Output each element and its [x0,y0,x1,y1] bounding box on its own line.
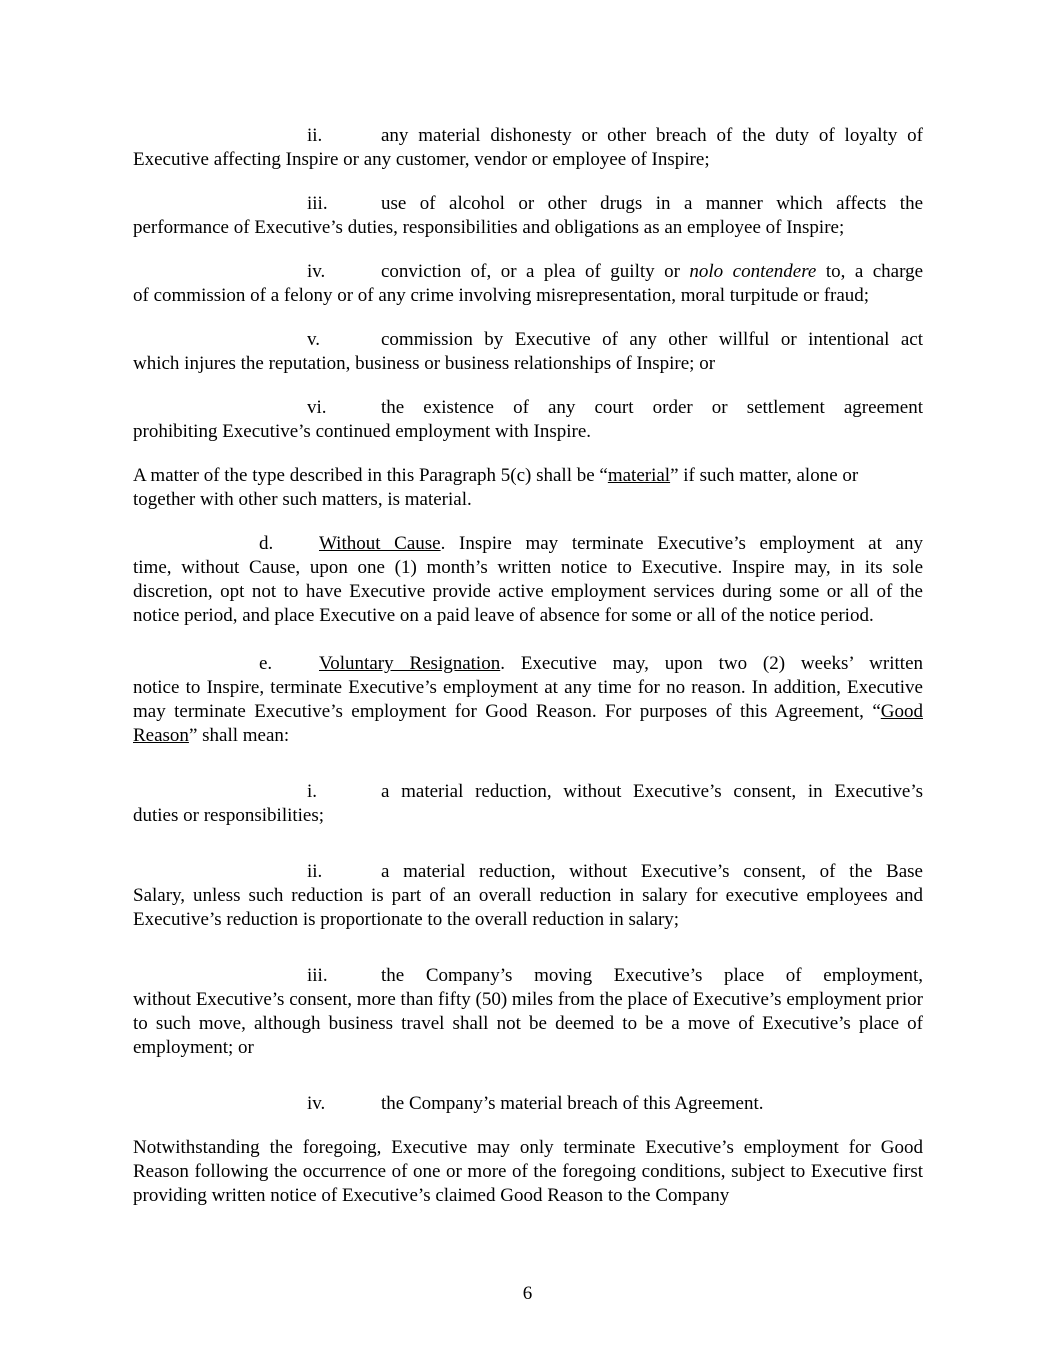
item-number: ii. [307,125,323,146]
cause-item-first-line: v. commission by Executive of any other willful or intentional act [307,329,923,350]
good-reason-item-iii [133,964,923,1060]
cause-item-ii [133,124,923,172]
section-heading: Without Cause [319,533,441,554]
item-number: iv. [307,261,326,282]
cause-item-first-line: vi. the existence of any court order or settlement agreement [307,397,923,418]
latin-term: nolo contendere [689,261,817,282]
good-reason-item-i [133,780,923,828]
good-reason-item-first-line: iv. the Company’s material breach of this Agreement. [307,1093,764,1114]
cause-item-continuation: of commission of a felony or of any crime involving misrepresentation, moral turpitude or fraud; [133,285,870,306]
section-letter: d. [259,533,274,554]
good-reason-item-continuation: without Executive’s consent, more than fifty (50) miles from the place of Executive’s employment prior to such move, although business travel shall not be deemed to be a move of Executive’s place of employment; or [133,989,923,1058]
item-number: ii. [307,861,323,882]
cause-item-continuation: which injures the reputation, business or business relationships of Inspire; or [133,353,716,374]
section-e-voluntary-resignation: e. Voluntary Resignation. Executive may, upon two (2) weeks’ written notice to Inspire, terminate Executive’s employment at any time for no reason. In addition, Executive may terminate Executive’s employment for Good Reason. For purposes of this Agreement, “Good Reason” shall mean: [133,653,924,746]
good-reason-item-continuation: Salary, unless such reduction is part of an overall reduction in salary for executive employees and Executive’s reduction is proportionate to the overall reduction in salary; [133,885,923,930]
cause-item-iv [133,260,923,308]
item-number: i. [307,781,318,802]
cause-item-first-line: iv. conviction of, or a plea of guilty or nolo contendere to, a charge [307,261,923,282]
defined-term-material: material [607,465,671,486]
section-heading: Voluntary Resignation [319,653,501,674]
materiality-paragraph: A matter of the type described in this Paragraph 5(c) shall be “material” if such matter, alone or together with other such matters, is material. [133,465,859,510]
section-first-line: e. Voluntary Resignation. Executive may, upon two (2) weeks’ written [259,653,924,674]
section-letter: e. [259,653,273,674]
good-reason-item-first-line: i. a material reduction, without Executive’s consent, in Executive’s [307,781,923,802]
section-first-line: d. Without Cause. Inspire may terminate Executive’s employment at any [259,533,923,554]
cause-item-first-line: iii. use of alcohol or other drugs in a manner which affects the [307,193,923,214]
good-reason-item-iv [133,1092,923,1116]
good-reason-item-first-line: iii. the Company’s moving Executive’s place of employment, [307,965,923,986]
cause-item-vi [133,396,923,444]
section-d-without-cause [133,532,923,628]
cause-item-continuation: Executive affecting Inspire or any customer, vendor or employee of Inspire; [133,149,710,170]
page-number: 6 [522,1283,533,1304]
section-body: time, without Cause, upon one (1) month’s written notice to Executive. Inspire may, in its sole discretion, opt not to have Executive provide active employment services during some or all of the notice period, and place Executive on a paid leave of absence for some or all of the notice period. [133,557,923,626]
notwithstanding-paragraph: Notwithstanding the foregoing, Executive may only terminate Executive’s employment for Good Reason following the occurrence of one or more of the foregoing conditions, subject to Executive first providing written notice of Executive’s claimed Good Reason to the Company [133,1137,923,1206]
good-reason-item-first-line: ii. a material reduction, without Executive’s consent, of the Base [307,861,923,882]
defined-term-good-reason: Good Reason [133,701,923,746]
good-reason-item-ii [133,860,923,932]
item-number: iii. [307,965,328,986]
cause-item-first-line: ii. any material dishonesty or other breach of the duty of loyalty of [307,125,923,146]
cause-item-iii [133,192,923,240]
cause-item-v [133,328,923,376]
item-number: iii. [307,193,328,214]
good-reason-item-continuation: duties or responsibilities; [133,805,325,826]
item-number: vi. [307,397,327,418]
item-number: iv. [307,1093,326,1114]
cause-item-continuation: prohibiting Executive’s continued employment with Inspire. [133,421,592,442]
document-body [133,124,923,1208]
cause-item-continuation: performance of Executive’s duties, responsibilities and obligations as an employee of Inspire; [133,217,845,238]
item-number: v. [307,329,321,350]
